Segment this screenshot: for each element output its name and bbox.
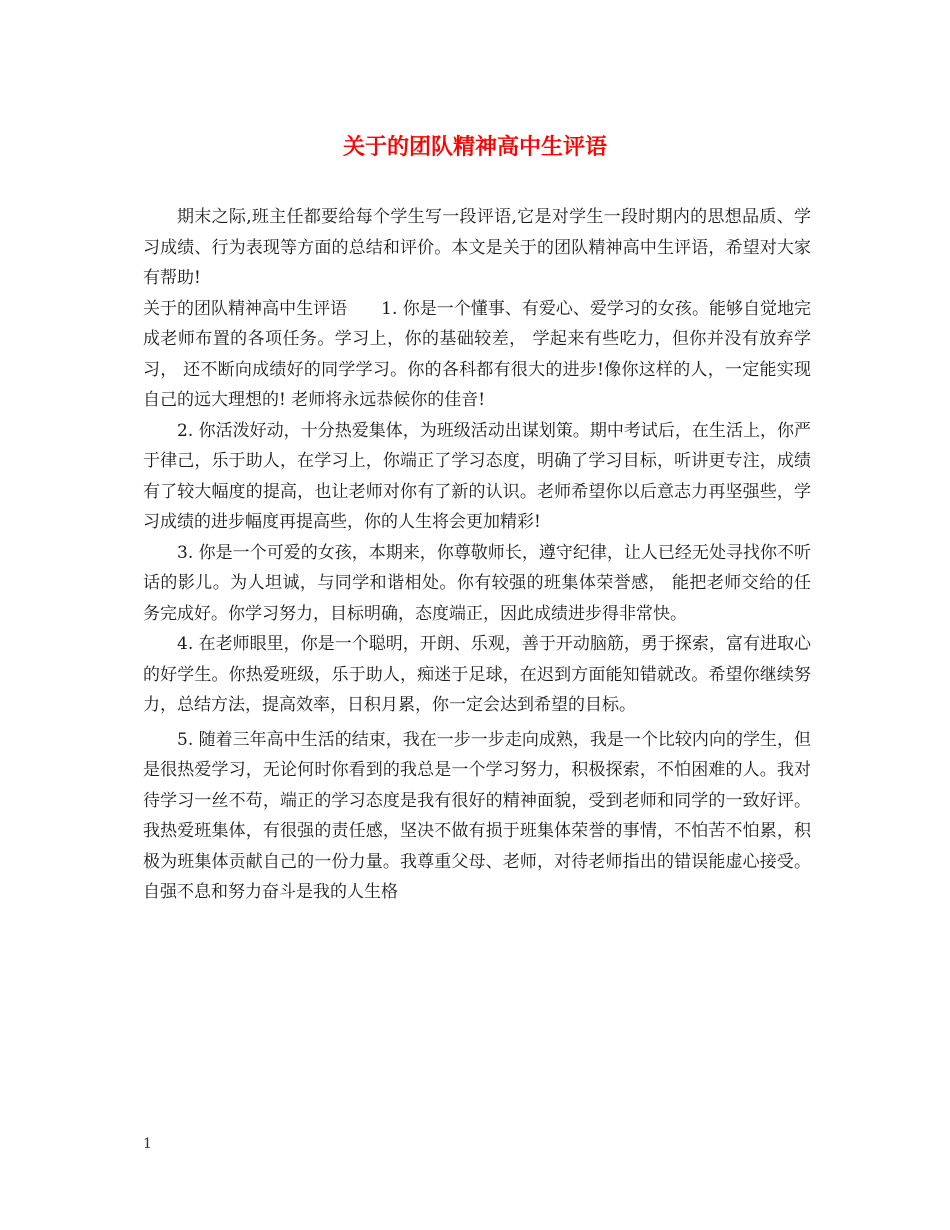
- comment-paragraph-5: 5. 随着三年高中生活的结束，我在一步一步走向成熟，我是一个比较内向的学生，但是很热爱学习，无论何时你看到的我总是一个学习努力，积极探索，不怕困难的人。我对待学习一丝不苟，端正的学习态度是我有很好的精神面貌，受到老师和同学的一致好评。我热爱班集体，有很强的责任感，坚决不做有损于班集体荣誉的事情，不怕苦不怕累，积极为班集体贡献自己的一份力量。我尊重父母、老师，对待老师指出的错误能虚心接受。自强不息和努力奋斗是我的人生格: [143, 729, 811, 902]
- page-number: 1: [143, 1136, 152, 1152]
- comment-paragraph-2: 2. 你活泼好动，十分热爱集体，为班级活动出谋划策。期中考试后，在生活上，你严于律己，乐于助人，在学习上，你端正了学习态度，明确了学习目标，听讲更专注，成绩有了较大幅度的提高，也让老师对你有了新的认识。老师希望你以后意志力再坚强些，学习成绩的进步幅度再提高些，你的人生将会更加精彩!: [143, 420, 811, 532]
- comment-paragraph-1: 关于的团队精神高中生评语 1. 你是一个懂事、有爱心、爱学习的女孩。能够自觉地完成老师布置的各项任务。学习上，你的基础较差， 学起来有些吃力，但你并没有放弃学习， 还不断向成绩好的同学学习。你的各科都有很大的进步!像你这样的人，一定能实现自己的远大理想的! 老师将永远恭候你的佳音!: [143, 298, 811, 410]
- intro-paragraph: 期末之际,班主任都要给每个学生写一段评语,它是对学生一段时期内的思想品质、学习成绩、行为表现等方面的总结和评价。本文是关于的团队精神高中生评语，希望对大家有帮助!: [143, 207, 811, 288]
- comment-paragraph-3: 3. 你是一个可爱的女孩，本期来，你尊敬师长，遵守纪律，让人已经无处寻找你不听话的影儿。为人坦诚，与同学和谐相处。你有较强的班集体荣誉感， 能把老师交给的任务完成好。你学习努力，目标明确，态度端正，因此成绩进步得非常快。: [143, 542, 811, 624]
- document-body: [143, 202, 811, 908]
- comment-paragraph-4: 4. 在老师眼里，你是一个聪明，开朗、乐观，善于开动脑筋，勇于探索，富有进取心的好学生。你热爱班级，乐于助人，痴迷于足球，在迟到方面能知错就改。希望你继续努力，总结方法，提高效率，日积月累，你一定会达到希望的目标。: [143, 634, 811, 715]
- document-title: 关于的团队精神高中生评语: [342, 134, 607, 160]
